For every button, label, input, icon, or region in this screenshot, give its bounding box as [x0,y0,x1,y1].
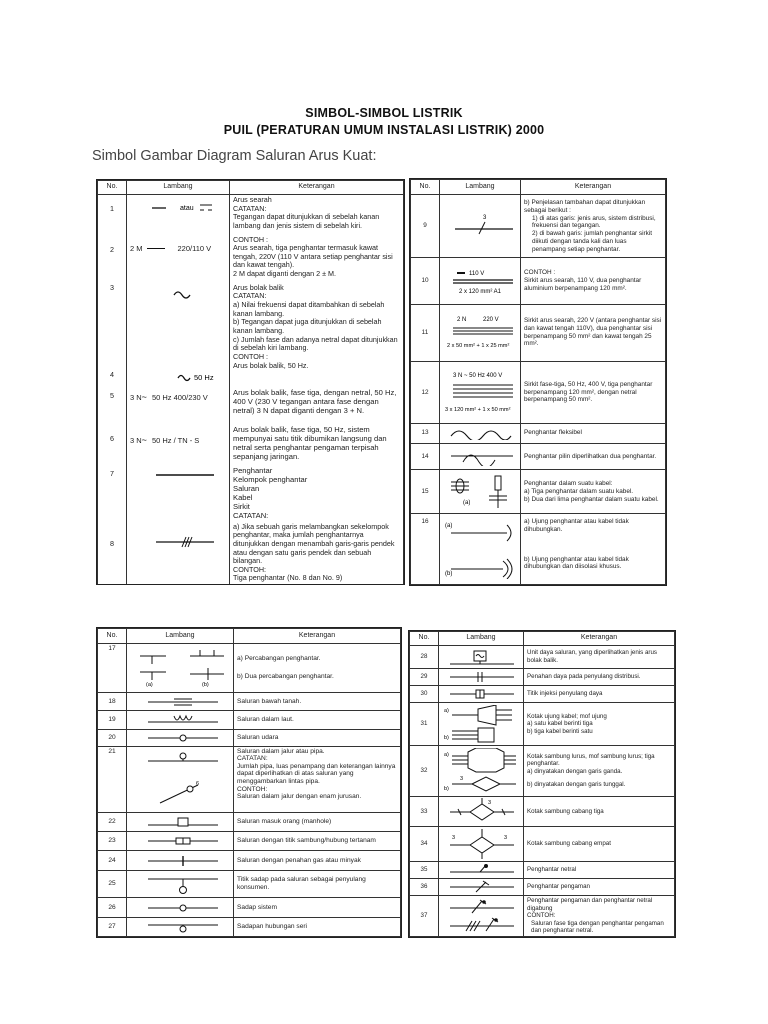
row-number: 33 [410,796,439,826]
desc-text: Sirkit [233,502,250,512]
row-number: 17 [98,643,127,692]
table-row [410,646,675,668]
row-number: 19 [98,711,127,729]
row-number: 24 [98,851,127,870]
row-number: 14 [411,443,440,469]
desc-text: Kabel [233,493,253,503]
table-row [98,812,401,831]
desc-example-label: CONTOH: [237,785,268,793]
desc-text: Tegangan dapat ditunjukkan di sebelah kanan lambang dan jenis sistem di sebelah kiri. [233,212,380,230]
header-keterangan: Keterangan [521,180,666,195]
header-lambang: Lambang [439,632,524,646]
table-row [410,861,675,878]
desc-text: a) Nilai frekuensi dapat ditambahkan di sebelah kanan lambang. [233,300,385,318]
desc-example-label: CONTOH : [233,351,269,361]
desc-note-label: CATATAN: [237,755,268,763]
desc-text: Arus searah [233,195,272,204]
desc-example-label: CONTOH: [233,564,267,574]
desc-text: Tiga penghantar (No. 8 dan No. 9) [233,573,343,583]
table-row [98,693,401,711]
desc-text: b) Penjelasan tambahan dapat ditunjukkan sebagai berikut : [524,199,646,215]
row-number: 35 [410,861,439,878]
gas-stop-symbol [130,854,230,868]
row-number: 20 [98,729,127,746]
table-row [98,643,401,692]
symbol-text: a) [444,707,449,714]
row-number: 26 [98,898,127,917]
row-number: 22 [98,812,127,831]
desc-note-label: CATATAN: [233,291,267,301]
row-number: 13 [411,423,440,443]
three-phase-symbol [443,369,517,415]
desc-text: a) dinyatakan dengan garis ganda. [527,767,623,775]
table-row [98,746,401,812]
desc-text: Kelompok penghantar [233,475,308,485]
table-row [411,443,666,469]
desc-note-label: CATATAN: [233,203,267,213]
desc-text: Kotak sambung cabang empat [524,827,675,862]
desc-text: Saluran dalam jalur atau pipa. [237,747,325,755]
symbol-text: 2 x 120 mm² A1 [459,288,502,295]
series-tap-symbol [130,920,230,934]
table-row [98,232,404,280]
desc-text: Kotak sambung cabang tiga [524,796,675,826]
conductor-symbol [130,463,226,483]
submarine-line-symbol [130,714,230,726]
desc-text: Saluran [233,484,260,494]
row-number: 6 [98,417,127,462]
table-row [411,423,666,443]
tap-point-symbol [130,873,230,895]
header-keterangan: Keterangan [234,629,401,644]
manhole-symbol [130,815,230,829]
desc-text: Penghantar pengaman dan penghantar netral digabung [527,897,653,912]
symbol-text: 2 x 50 mm² + 1 x 25 mm² [447,342,510,349]
desc-text: Saluran udara [234,729,401,746]
desc-text: Saluran masuk orang (manhole) [234,812,401,831]
symbol-text: 3 x 120 mm² + 1 x 50 mm² [445,407,511,414]
three-conductors-symbol [130,532,226,552]
table-row [410,896,675,937]
symbol-table-d [408,630,676,938]
desc-text: Penghantar fleksibel [521,423,666,443]
desc-text: a) satu kabel berinti tiga [527,720,593,728]
table-row [410,878,675,895]
three-wire-dc-symbol [443,313,517,353]
power-unit-symbol [442,648,520,666]
table-row [98,280,404,371]
row-number: 9 [411,195,440,258]
symbol-text: 6 [196,781,200,788]
desc-text: Penghantar netral [524,861,675,878]
row-number: 30 [410,685,439,702]
symbol-dc [127,195,230,232]
row-number: 31 [410,703,439,746]
symbol-text: 3 [483,215,487,222]
row-number: 27 [98,917,127,936]
symbol-text: 3 N [130,393,142,403]
buried-joint-symbol [130,834,230,848]
desc-text: b) Tegangan dapat juga ditunjukkan di sebelah kanan lambang. [233,317,382,335]
desc-text: Sadapan hubungan seri [234,917,401,936]
row-number: 2 [98,232,127,280]
row-number: 36 [410,878,439,895]
symbol-text: b) [444,734,449,741]
symbol-text: 110 V [469,270,485,277]
row-number: 7 [98,462,127,522]
conduit-line-symbol [130,751,230,807]
desc-note-label: CATATAN: [233,511,269,521]
symbol-text: a) [444,751,449,758]
symbol-text: 50 Hz 400/230 V [151,393,208,403]
symbol-text: 2 N [457,316,467,323]
desc-text: Jumlah pipa, luas penampang dan keterangan lainnya dapat diperlihatkan di atas saluran yang menggambarkan lintas pipa. [237,762,396,785]
row-number: 11 [411,304,440,361]
pen-conductor-symbol [442,898,520,934]
tee-joint-box-symbol [442,798,520,824]
table-row: 6 3 N~ 50 Hz / TN - S Arus bolak balik, fase tiga, 50 Hz, sistem mempunyai satu titik dibumikan langsung dan netral serta penghantar pengaman terpisah sepanjang jaringan. [98,417,404,462]
desc-text: Titik injeksi penyulang daya [524,685,675,702]
injection-point-symbol [442,688,520,700]
table-row [98,898,401,917]
symbol-text: 3 [452,834,456,841]
desc-text: Arus bolak balik [233,282,284,292]
desc-text: 1) di atas garis: jenis arus, sistem distribusi, frekuensi dan tegangan. [532,214,656,230]
desc-text: Saluran dengan titik sambung/hubung tertanam [234,832,401,851]
straight-joint-box-symbol [442,748,520,794]
desc-text: Saluran dalam laut. [234,711,401,729]
table-row [411,258,666,304]
row-number: 8 [98,522,127,584]
row-number: 12 [411,361,440,423]
table-row [410,703,675,746]
document-title: SIMBOL-SIMBOL LISTRIK [305,106,463,120]
desc-text: Sadap sistem [234,898,401,917]
symbol-text: 220 V [483,316,499,323]
row-number: 15 [411,470,440,514]
ac-symbol [130,281,226,305]
row-number: 37 [410,896,439,937]
table-row [410,745,675,796]
labelled-line-symbol [443,211,517,241]
table-row [411,514,666,585]
desc-text: Penghantar pengaman [524,878,675,895]
table-row [98,711,401,729]
header-lambang: Lambang [440,180,521,195]
table-row [411,470,666,514]
table-row [98,870,401,898]
desc-text: Saluran dengan penahan gas atau minyak [234,851,401,870]
desc-text: Titik sadap pada saluran sebagai penyulang konsumen. [234,870,401,898]
section-heading: Simbol Gambar Diagram Saluran Arus Kuat: [92,148,377,164]
desc-text: 2 M dapat diganti dengan 2 ± M. [233,269,337,279]
table-row [98,462,404,522]
table-row [411,304,666,361]
desc-text: Penghantar pilin diperlihatkan dua penghantar. [521,443,666,469]
neutral-conductor-symbol [442,863,520,877]
desc-text: Arus bolak balik, fase tiga, dengan netral, 50 Hz, 400 V (230 V tegangan antara fase dengan netral) 3 N dapat diganti dengan 3 + N. [233,388,397,416]
desc-text: Saluran dalam jalur dengan enam jurusan. [237,793,362,801]
ac-50hz-symbol [130,371,226,383]
table-row: 5 3 N~ 50 Hz 400/230 V Arus bolak balik, fase tiga, dengan netral, 50 Hz, 400 V (230 V tegangan antara fase dengan netral) 3 N dapat diganti dengan 3 + N. [98,384,404,416]
symbol-text: (a) [463,499,471,506]
symbol-text: atau [180,205,194,212]
desc-text: 2) di bawah garis: jumlah penghantar sirkit diikuti dengan tanda kali dan luas penampang setiap penghantar. [532,230,653,253]
desc-text: b) dinyatakan dengan garis tunggal. [527,781,626,789]
symbol-text: b) [444,785,449,792]
table-row [98,917,401,936]
symbol-text: (b) [445,571,453,578]
unconnected-end-symbol [443,519,517,579]
desc-text: Sirkit fase-tiga, 50 Hz, 400 V, tiga penghantar berpenampang 120 mm², dengan netral berpenampang 50 mm². [521,361,666,423]
row-number: 29 [410,668,439,685]
desc-text: a) Ujung penghantar atau kabel tidak dihubungkan. [524,518,629,533]
symbol-text: 50 Hz [194,373,214,383]
protective-conductor-symbol [442,880,520,894]
row-number: 10 [411,258,440,304]
symbol-text: 3 [488,800,492,807]
row-number: 16 [411,514,440,585]
desc-text: Arus searah, tiga penghantar termasuk kawat tengah, 220V (110 V antara setiap penghantar sisi dan kawat tengah). [233,243,393,270]
table-row [98,371,404,384]
desc-text: c) Jumlah fase dan adanya netral dapat ditunjukkan di sebelah kiri lambang. [233,334,398,353]
cable-conductors-symbol [443,474,517,510]
row-number: 21 [98,746,127,812]
header-no: No. [410,632,439,646]
table-row [98,851,401,870]
desc-text: Saluran bawah tanah. [234,693,401,711]
row-number: 18 [98,693,127,711]
row-number: 34 [410,827,439,862]
header-keterangan: Keterangan [230,181,404,195]
desc-text: Kotak ujung kabel; mof ujung [527,712,607,720]
table-row [411,361,666,423]
header-lambang: Lambang [127,181,230,195]
table-row [410,685,675,702]
desc-example-label: CONTOH : [524,269,556,277]
table-row [98,729,401,746]
desc-text: a) Percabangan penghantar. [237,655,321,663]
table-row [411,195,666,258]
desc-text: b) Dua dari lima penghantar dalam suatu kabel. [524,495,659,503]
branch-symbol [130,648,230,688]
symbol-text: (a) [146,682,153,689]
desc-example-label: CONTOH : [233,234,269,244]
document-subtitle-title: PUIL (PERATURAN UMUM INSTALASI LISTRIK) 2000 [223,123,545,137]
table-row [410,668,675,685]
symbol-text: 3 [460,775,464,782]
dc-circuit-symbol [443,265,517,297]
twisted-conductor-symbol [443,446,517,466]
symbol-table-c [96,627,402,938]
system-tap-symbol [130,901,230,915]
desc-text: a) Jika sebuah garis melambangkan sekelompok penghantar, maka jumlah penghantarnya ditunjukkan dengan menambah garis-garis pendek atau dengan satu garis pendek dan sebuah bilangan. [233,521,395,566]
desc-text: b) Ujung penghantar atau kabel tidak dihubungkan dan diisolasi khusus. [524,555,629,571]
symbol-text: (b) [202,682,209,689]
desc-text: Penahan daya pada penyulang distribusi. [524,668,675,685]
desc-example-label: CONTOH: [527,912,556,920]
header-keterangan: Keterangan [524,632,675,646]
row-number: 3 [98,280,127,371]
flexible-conductor-symbol [443,426,517,440]
symbol-text: (a) [445,523,453,530]
symbol-text: 50 Hz / TN - S [151,435,200,445]
row-number: 25 [98,870,127,898]
desc-text: Sirkit arus searah, 110 V, dua penghantar aluminium berpenampang 120 mm². [524,277,642,292]
desc-text: Unit daya saluran, yang diperlihatkan jenis arus bolak balik. [524,646,675,668]
symbol-text: 220/110 V [177,243,212,253]
symbol-text: 3 N ~ 50 Hz 400 V [453,373,503,380]
header-no: No. [98,629,127,644]
row-number: 32 [410,745,439,796]
cross-joint-box-symbol [442,829,520,859]
header-no: No. [411,180,440,195]
desc-text: Kotak sambung lurus, mof sambung lurus; tiga penghantar. [527,752,655,768]
table-row [98,832,401,851]
row-number: 23 [98,832,127,851]
row-number: 28 [410,646,439,668]
symbol-text: 2 M [130,243,143,253]
table-row [98,522,404,584]
desc-text: Penghantar [233,465,273,475]
table-row [98,195,404,232]
desc-text: b) Dua percabangan penghantar. [237,673,334,681]
header-no: No. [98,181,127,195]
row-number: 1 [98,195,127,232]
overhead-line-symbol [130,732,230,744]
row-number: 5 [98,384,127,416]
symbol-table-a [96,179,405,585]
desc-text: b) tiga kabel berinti satu [527,727,593,735]
desc-text: Penghantar dalam suatu kabel: [524,480,613,488]
table-row [410,796,675,826]
distribution-stop-symbol [442,671,520,683]
desc-text: a) Tiga penghantar dalam suatu kabel. [524,487,634,495]
desc-text: Saluran fase tiga dengan penghantar pengaman dan penghantar netral. [531,919,664,935]
table-row [410,827,675,862]
underground-line-symbol [130,696,230,708]
cable-end-box-symbol [442,705,520,743]
desc-text: Arus bolak balik, fase tiga, 50 Hz, sistem mempunyai satu titik dibumikan langsung dan netral serta penghantar pengaman terpisah sepanjang jaringan. [233,424,387,461]
symbol-text: 3 [504,834,508,841]
desc-text: Arus bolak balik, 50 Hz. [233,360,309,370]
header-lambang: Lambang [127,629,234,644]
symbol-table-b [409,178,667,586]
symbol-text: 3 N [130,435,142,445]
dc-line [147,248,165,249]
desc-text: Sirkit arus searah, 220 V (antara penghantar sisi dan kawat tengah 110V), dua penghantar sisi berpenampang 50 mm² dan kawat tengah 25 mm². [521,304,666,361]
row-number: 4 [98,371,127,384]
